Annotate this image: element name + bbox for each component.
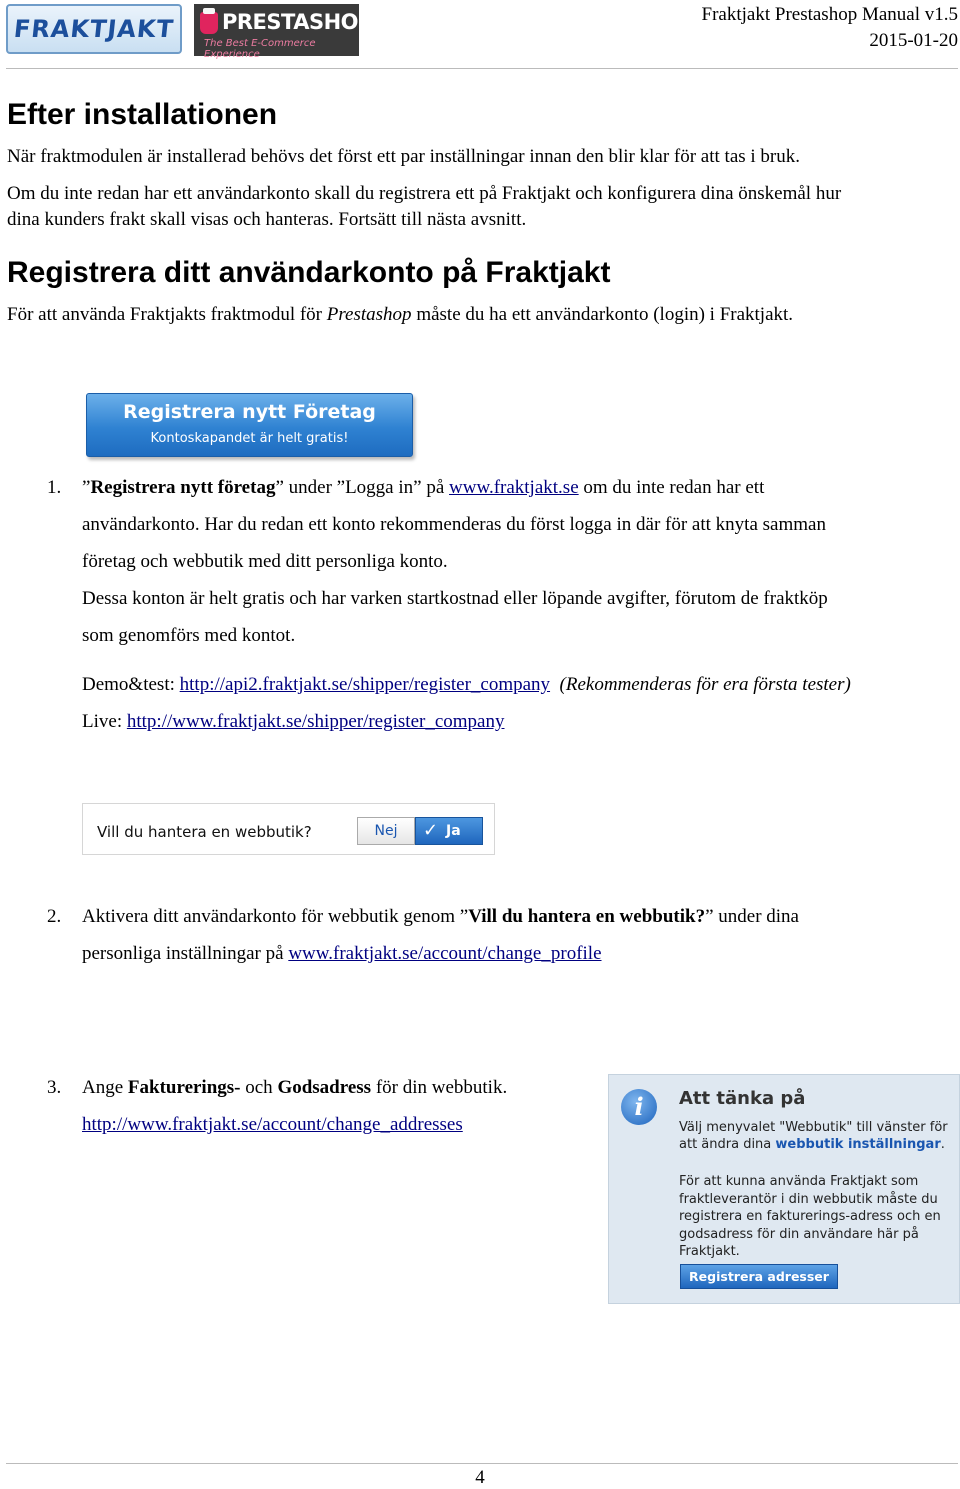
register-addresses-button[interactable]: Registrera adresser bbox=[680, 1264, 838, 1289]
section-heading-after-install: Efter installationen bbox=[7, 98, 278, 131]
fraktjakt-link[interactable]: www.fraktjakt.se bbox=[449, 477, 579, 498]
step1-bold: Registrera nytt företag bbox=[90, 477, 276, 498]
change-addresses-link[interactable]: http://www.fraktjakt.se/account/change_addresses bbox=[82, 1114, 463, 1135]
fraktjakt-logo-text: FRAKTJAKT bbox=[12, 15, 176, 43]
step2-line: Aktivera ditt användarkonto för webbutik genom ”Vill du hantera en webbutik?” under dina bbox=[82, 906, 799, 927]
prestashop-emphasis: Prestashop bbox=[326, 304, 412, 325]
step2-line: personliga inställningar på www.fraktjakt.se/account/change_profile bbox=[82, 943, 602, 964]
step-number: 1. bbox=[47, 477, 62, 498]
prestashop-logo-text: PRESTASHOP bbox=[222, 10, 373, 34]
header-meta bbox=[702, 2, 958, 54]
webshop-question-widget bbox=[82, 803, 495, 855]
prestashop-logo bbox=[194, 4, 373, 60]
paragraph-line: När fraktmodulen är installerad behövs det först ett par inställningar innan den blir klar för att tas i bruk. bbox=[7, 146, 801, 167]
live-register-link[interactable]: http://www.fraktjakt.se/shipper/register_company bbox=[126, 711, 505, 732]
demo-register-link[interactable]: http://api2.fraktjakt.se/shipper/register_company bbox=[179, 674, 551, 695]
footer-divider bbox=[6, 1463, 958, 1464]
info-paragraph: För att kunna använda Fraktjakt som fraktleverantör i din webbutik måste du registrera en fakturerings-adress och en godsadress för din användare här på Fraktjakt. bbox=[679, 1174, 941, 1259]
no-button[interactable]: Nej bbox=[357, 817, 415, 845]
paragraph-line: Om du inte redan har ett användarkonto skall du registrera ett på Fraktjakt och konfigurera dina önskemål hur bbox=[7, 183, 842, 204]
webshop-question: Vill du hantera en webbutik? bbox=[97, 823, 312, 841]
info-box bbox=[608, 1074, 960, 1304]
page-number: 4 bbox=[475, 1467, 485, 1488]
check-icon: ✓ bbox=[423, 820, 439, 841]
info-icon: i bbox=[621, 1089, 657, 1125]
demo-note: (Rekommenderas för era första tester) bbox=[559, 674, 851, 695]
register-button-title: Registrera nytt Företag bbox=[123, 401, 376, 423]
intro-paragraph: För att använda Fraktjakts fraktmodul för Prestashop måste du ha ett användarkonto (login) i Fraktjakt. bbox=[7, 304, 794, 325]
register-button-subtitle: Kontoskapandet är helt gratis! bbox=[150, 431, 349, 446]
header-divider bbox=[6, 68, 958, 69]
yes-button[interactable] bbox=[415, 817, 483, 845]
live-line: Live: http://www.fraktjakt.se/shipper/register_company bbox=[82, 711, 505, 732]
step2-bold: Vill du hantera en webbutik? bbox=[468, 906, 706, 927]
step1-line: företag och webbutik med ditt personliga konto. bbox=[82, 551, 448, 572]
step3-line: Ange Fakturerings- och Godsadress för din webbutik. bbox=[82, 1077, 508, 1098]
fraktjakt-logo bbox=[6, 4, 182, 54]
change-profile-link[interactable]: www.fraktjakt.se/account/change_profile bbox=[288, 943, 602, 964]
section-heading-register: Registrera ditt användarkonto på Fraktjakt bbox=[7, 256, 611, 289]
step1-line: användarkonto. Har du redan ett konto rekommenderas du först logga in där för att knyta samman bbox=[82, 514, 826, 535]
doc-title: Fraktjakt Prestashop Manual v1.5 bbox=[701, 4, 958, 25]
step1-line: Dessa konton är helt gratis och har varken startkostnad eller löpande avgifter, förutom de fraktköp bbox=[82, 588, 828, 609]
step-number: 3. bbox=[47, 1077, 62, 1098]
info-paragraph: Välj menyvalet "Webbutik" till vänster för att ändra dina webbutik inställningar. bbox=[679, 1120, 948, 1152]
step1-line: som genomförs med kontot. bbox=[82, 625, 296, 646]
yes-label: Ja bbox=[446, 823, 461, 839]
info-title: Att tänka på bbox=[679, 1088, 806, 1109]
register-company-button[interactable] bbox=[86, 393, 413, 457]
step-number: 2. bbox=[47, 906, 62, 927]
webshop-settings-link[interactable]: webbutik inställningar bbox=[775, 1137, 941, 1152]
step3-line bbox=[82, 1106, 463, 1143]
paragraph-line: dina kunders frakt skall visas och hanteras. Fortsätt till nästa avsnitt. bbox=[7, 209, 527, 230]
prestashop-cup-icon bbox=[200, 12, 218, 34]
doc-date: 2015-01-20 bbox=[869, 30, 958, 51]
prestashop-tagline: The Best E-Commerce Experience bbox=[204, 38, 316, 60]
step1-line: ”Registrera nytt företag” under ”Logga in” på www.fraktjakt.se om du inte redan har ett bbox=[82, 477, 765, 498]
demo-line: Demo&test: http://api2.fraktjakt.se/shipper/register_company (Rekommenderas för era första tester) bbox=[82, 674, 851, 695]
